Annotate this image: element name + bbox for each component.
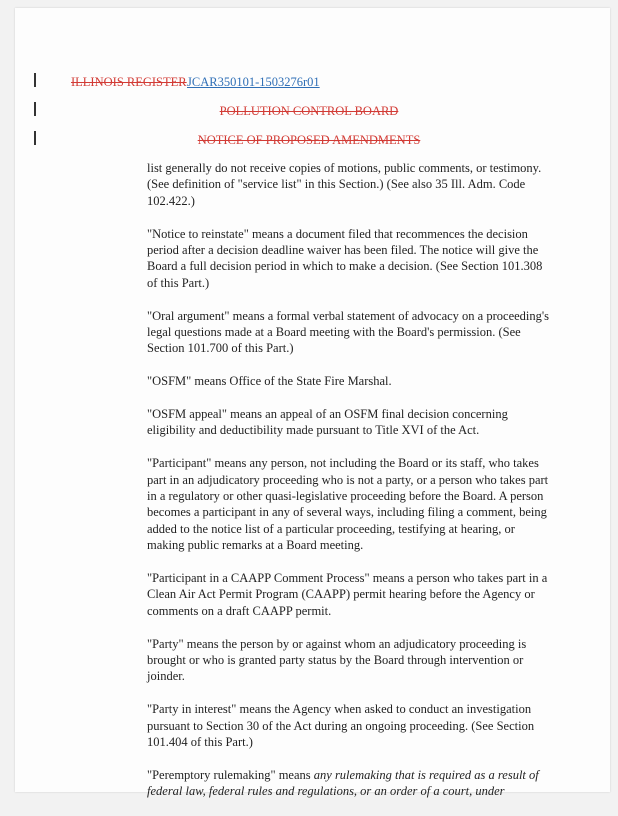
paragraph-notice-to-reinstate: "Notice to reinstate" means a document filed that recommences the decision period after a decision deadline waiver has been filed. The notice will give the Board a full decision period in which to make a decision. (See Section 101.308 of this Part.) (147, 226, 543, 290)
paragraph-oral-argument: "Oral argument" means a formal verbal statement of advocacy on a proceeding's legal questions made at a Board meeting with the Board's permission. (See Section 101.700 of this Part.) (147, 308, 550, 356)
paragraph-peremptory-rulemaking (147, 767, 552, 800)
paragraph-osfm-appeal: "OSFM appeal" means an appeal of an OSFM final decision concerning eligibility and deductibility made pursuant to Title XVI of the Act. (147, 407, 508, 438)
paragraph-participant: "Participant" means any person, not including the Board or its staff, who takes part in an adjudicatory proceeding who is not a party, or a person who takes part in a regulatory or other quasi-legislative proceeding before the Board. A person becomes a participant in any of several ways, including filing a comment, being added to the notice list of a particular proceeding, testifying at hearing, or making public remarks at a Board meeting. (147, 456, 549, 553)
board-title: POLLUTION CONTROL BOARD (219, 104, 399, 118)
change-bar (34, 73, 36, 87)
notice-title: NOTICE OF PROPOSED AMENDMENTS (197, 133, 421, 147)
peremptory-italic-text: any rulemaking that is required as a result of federal law, federal rules and regulations, or an order of a court, under (147, 767, 539, 799)
paragraph-party: "Party" means the person by or against whom an adjudicatory proceeding is brought or who is granted party status by the Board through intervention or joinder. (147, 636, 527, 684)
document-body (147, 160, 552, 816)
paragraph-service-list: list generally do not receive copies of motions, public comments, or testimony. (See definition of "service list" in this Section.) (See also 35 Ill. Adm. Code 102.422.) (147, 161, 542, 208)
register-title: ILLINOIS REGISTER (71, 75, 187, 89)
paragraph-party-in-interest: "Party in interest" means the Agency when asked to conduct an investigation pursuant to Section 30 of the Act during an ongoing proceeding. (See Section 101.404 of this Part.) (147, 702, 535, 750)
jcar-code-link[interactable]: JCAR350101-1503276r01 (187, 75, 320, 89)
paragraph-osfm: "OSFM" means Office of the State Fire Marshal. (147, 374, 392, 389)
peremptory-plain-text: "Peremptory rulemaking" means (147, 767, 314, 782)
paragraph-participant-caapp: "Participant in a CAAPP Comment Process" means a person who takes part in a Clean Air Act Permit Program (CAAPP) permit hearing before the Agency or comments on a draft CAAPP permit. (147, 571, 548, 618)
